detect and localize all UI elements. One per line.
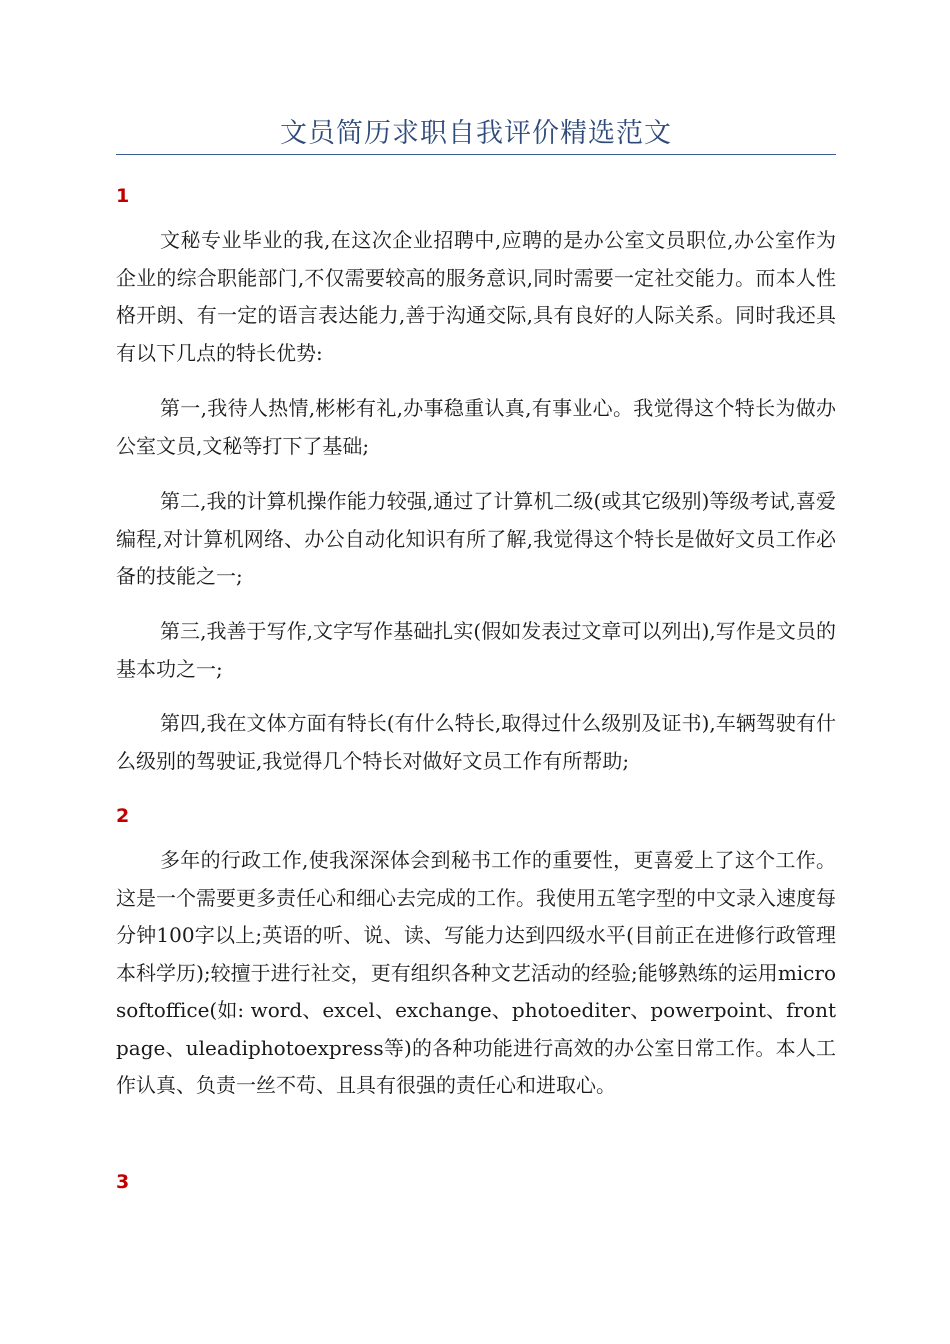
- section-number-1: 1: [116, 185, 130, 207]
- section-number-2: 2: [116, 805, 130, 827]
- document-page: [116, 0, 836, 1344]
- title-underline: [116, 154, 836, 155]
- document-title: 文员简历求职自我评价精选范文: [280, 118, 672, 149]
- section-1-paragraph-first: 第一,我待人热情,彬彬有礼,办事稳重认真,有事业心。我觉得这个特长为做办公室文员,文秘等打下了基础;: [116, 396, 836, 458]
- section-1-paragraph-fourth: 第四,我在文体方面有特长(有什么特长,取得过什么级别及证书),车辆驾驶有什么级别的驾驶证,我觉得几个特长对做好文员工作有所帮助;: [116, 711, 836, 773]
- section-1-paragraph-second: 第二,我的计算机操作能力较强,通过了计算机二级(或其它级别)等级考试,喜爱编程,对计算机网络、办公自动化知识有所了解,我觉得这个特长是做好文员工作必备的技能之一;: [116, 489, 836, 588]
- section-number-3: 3: [116, 1171, 130, 1193]
- section-2-paragraph: 多年的行政工作,使我深深体会到秘书工作的重要性，更喜爱上了这个工作。这是一个需要更多责任心和细心去完成的工作。我使用五笔字型的中文录入速度每分钟100字以上;英语的听、说、读、写能力达到四级水平(目前正在进修行政管理本科学历);较擅于进行社交，更有组织各种文艺活动的经验;能够熟练的运用microsoftoffice(如: word、excel、exchange、photoediter、powerpoint、frontpage、uleadiphotoexpress等)的各种功能进行高效的办公室日常工作。本人工作认真、负责一丝不苟、且具有很强的责任心和进取心。: [116, 848, 836, 1097]
- section-1-paragraph-intro: 文秘专业毕业的我,在这次企业招聘中,应聘的是办公室文员职位,办公室作为企业的综合职能部门,不仅需要较高的服务意识,同时需要一定社交能力。而本人性格开朗、有一定的语言表达能力,善于沟通交际,具有良好的人际关系。同时我还具有以下几点的特长优势:: [116, 228, 836, 365]
- section-1-paragraph-third: 第三,我善于写作,文字写作基础扎实(假如发表过文章可以列出),写作是文员的基本功之一;: [116, 619, 836, 681]
